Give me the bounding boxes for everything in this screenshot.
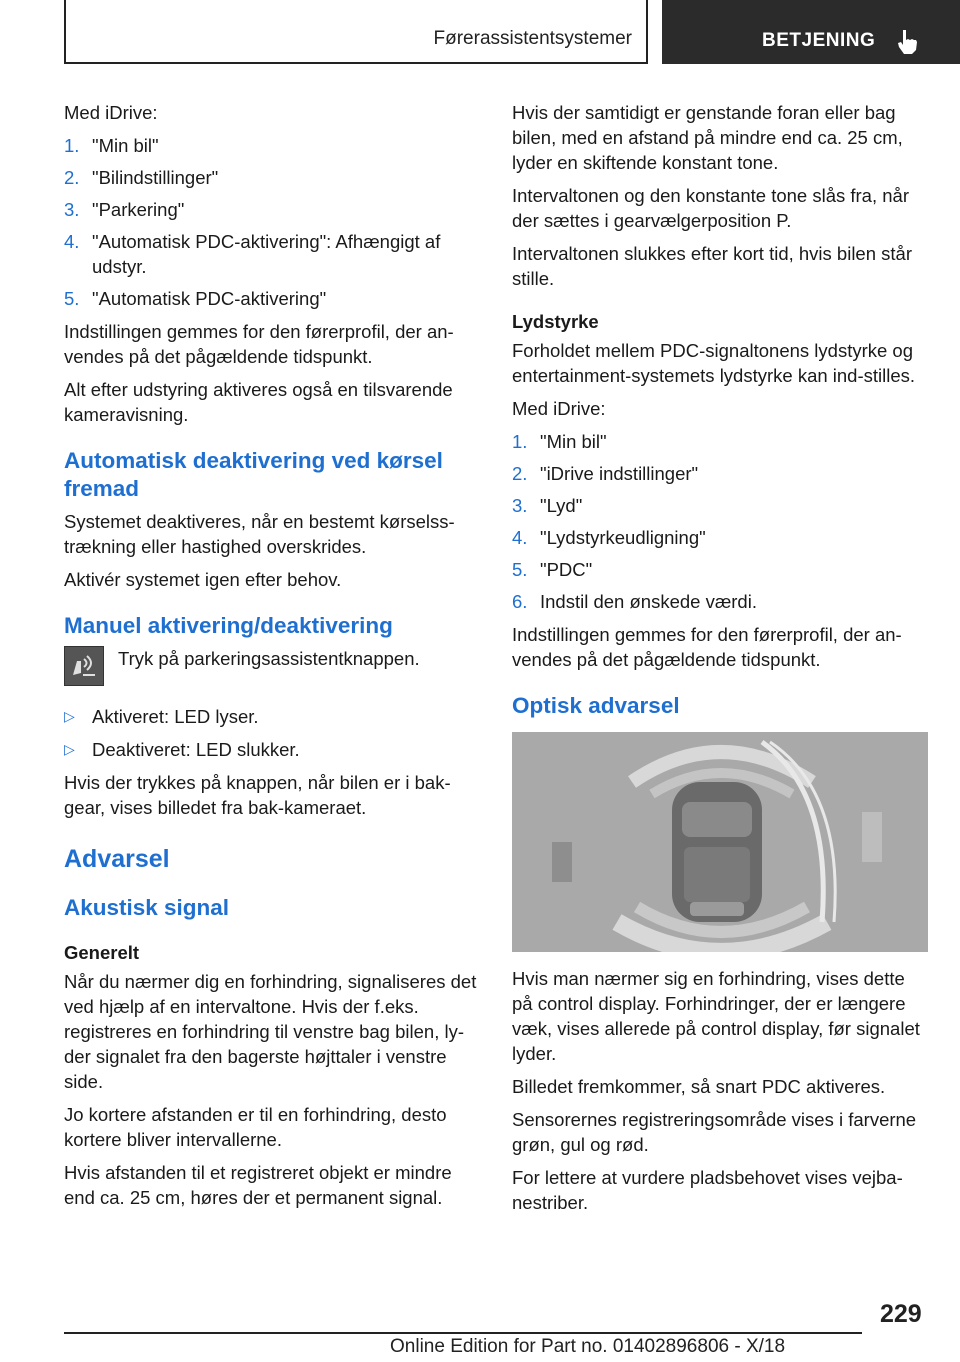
footer-divider bbox=[64, 1332, 862, 1334]
paragraph: Hvis der trykkes på knappen, når bilen er i bak-gear, vises billedet fra bak-kameraet. bbox=[64, 772, 451, 818]
paragraph: Hvis afstanden til et registreret objekt er mindre end ca. 25 cm, høres der et permanent signal. bbox=[64, 1162, 452, 1208]
list-item: 4. "Lydstyrkeudligning" bbox=[512, 527, 706, 548]
list-item: ▷ Deaktiveret: LED slukker. bbox=[64, 739, 300, 760]
paragraph: For lettere at vurdere pladsbehovet vises vejba-nestriber. bbox=[512, 1167, 903, 1213]
paragraph: Forholdet mellem PDC-signaltonens lydstyrke og entertainment-systemets lydstyrke kan ind-stilles. bbox=[512, 340, 916, 386]
paragraph: Systemet deaktiveres, når en bestemt kørselss-trækning eller hastighed overskrides. bbox=[64, 511, 455, 557]
footer-edition: Online Edition for Part no. 01402896806 - X/18 bbox=[390, 1336, 786, 1357]
paragraph: Jo kortere afstanden er til en forhindring, desto kortere bliver intervallerne. bbox=[64, 1104, 447, 1150]
idrive-intro: Med iDrive: bbox=[512, 398, 606, 419]
left-column bbox=[64, 100, 478, 1218]
header-chapter-box bbox=[662, 0, 960, 64]
heading-auto-deactivation: Automatisk deaktivering ved kørsel fremad bbox=[64, 448, 443, 501]
list-item: 4. "Automatisk PDC-aktivering": Afhængigt af udstyr. bbox=[64, 231, 441, 277]
list-item: 3. "Lyd" bbox=[512, 495, 583, 516]
list-item: 2. "Bilindstillinger" bbox=[64, 167, 219, 188]
paragraph: Hvis der samtidigt er genstande foran eller bag bilen, med en afstand på mindre end ca. 25 cm, lyder en skiftende konstant tone. bbox=[512, 102, 903, 173]
idrive-intro: Med iDrive: bbox=[64, 102, 158, 123]
heading-acoustic-signal: Akustisk signal bbox=[64, 895, 230, 920]
paragraph: Alt efter udstyring aktiveres også en tilsvarende kameravisning. bbox=[64, 379, 453, 425]
volume-settings-steps bbox=[512, 429, 926, 614]
pdc-settings-steps bbox=[64, 133, 478, 311]
list-item: 2. "iDrive indstillinger" bbox=[512, 463, 699, 484]
led-status-list bbox=[64, 704, 478, 762]
heading-manual-activation: Manuel aktivering/deaktivering bbox=[64, 613, 393, 638]
list-item: 1. "Min bil" bbox=[512, 431, 607, 452]
paragraph: Sensorernes registreringsområde vises i farverne grøn, gul og rød. bbox=[512, 1109, 917, 1155]
heading-volume: Lydstyrke bbox=[512, 311, 599, 332]
paragraph: Aktivér systemet igen efter behov. bbox=[64, 569, 342, 590]
page-number: 229 bbox=[880, 1300, 922, 1328]
paragraph: Når du nærmer dig en forhindring, signaliseres det ved hjælp af en intervaltone. Hvis der f.eks. registreres en forhindring til venstre bag bilen, ly-der signalet fra den bagerste højttaler i venstre side. bbox=[64, 971, 477, 1092]
heading-optical-warning: Optisk advarsel bbox=[512, 693, 680, 718]
header-chapter-title: BETJENING bbox=[762, 30, 876, 51]
paragraph: Indstillingen gemmes for den førerprofil, der an-vendes på det pågældende tidspunkt. bbox=[512, 624, 902, 670]
car-sensor-zones-illustration bbox=[512, 732, 928, 952]
list-item: 5. "PDC" bbox=[512, 559, 593, 580]
heading-general: Generelt bbox=[64, 942, 140, 963]
list-item: ▷ Aktiveret: LED lyser. bbox=[64, 706, 259, 727]
paragraph: Billedet fremkommer, så snart PDC aktiveres. bbox=[512, 1076, 886, 1097]
hand-pointer-icon bbox=[895, 28, 921, 56]
header-section-title: Førerassistentsystemer bbox=[433, 28, 632, 49]
pdc-display-illustration bbox=[512, 732, 928, 952]
heading-warning: Advarsel bbox=[64, 845, 170, 873]
paragraph: Indstillingen gemmes for den førerprofil, der an-vendes på det pågældende tidspunkt. bbox=[64, 321, 454, 367]
triangle-bullet-icon: ▷ bbox=[64, 741, 75, 757]
button-instruction: Tryk på parkeringsassistentknappen. bbox=[118, 648, 420, 669]
header-section-box bbox=[64, 0, 648, 64]
list-item: 3. "Parkering" bbox=[64, 199, 185, 220]
list-item: 6. Indstil den ønskede værdi. bbox=[512, 591, 757, 612]
list-item: 1. "Min bil" bbox=[64, 135, 159, 156]
park-assist-button-row bbox=[64, 646, 478, 686]
triangle-bullet-icon: ▷ bbox=[64, 708, 75, 724]
list-item: 5. "Automatisk PDC-aktivering" bbox=[64, 288, 327, 309]
paragraph: Intervaltonen og den konstante tone slås fra, når der sættes i gearvælgerposition P. bbox=[512, 185, 909, 231]
paragraph: Hvis man nærmer sig en forhindring, vises dette på control display. Forhindringer, der er længere væk, vises allerede på control display, før signalet lyder. bbox=[512, 968, 920, 1064]
park-assist-button-icon bbox=[64, 646, 104, 686]
paragraph: Intervaltonen slukkes efter kort tid, hvis bilen står stille. bbox=[512, 243, 912, 289]
right-column bbox=[512, 100, 926, 1223]
